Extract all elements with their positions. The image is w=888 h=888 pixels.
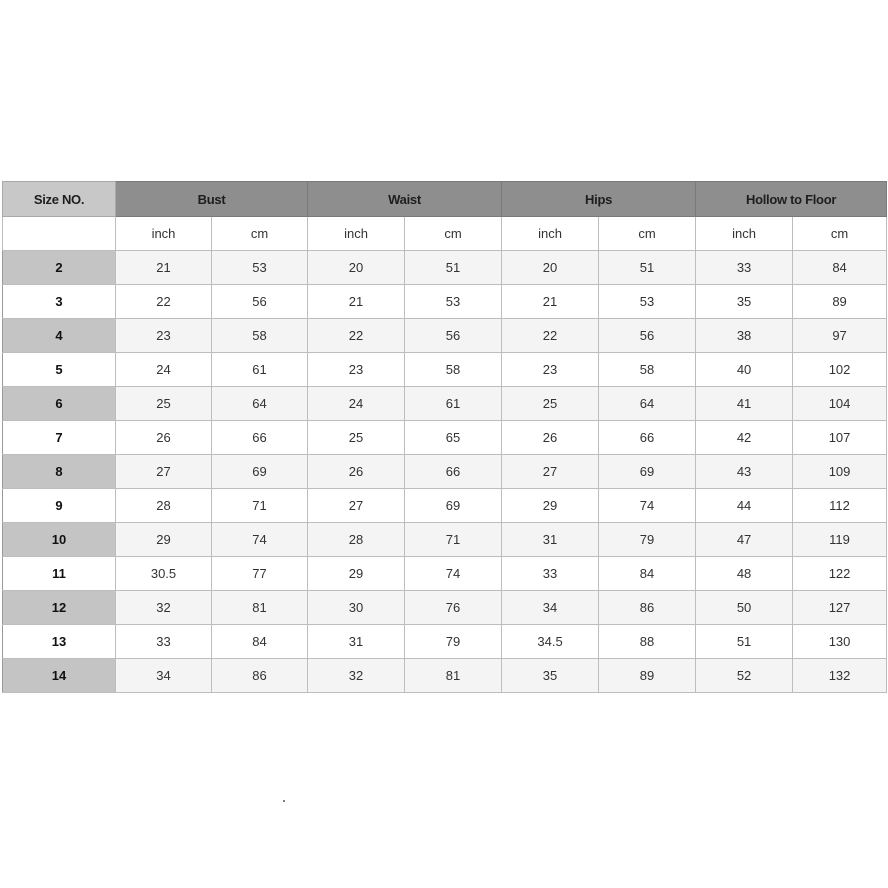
hollow-to-floor-header: Hollow to Floor <box>696 182 887 217</box>
table-row <box>3 353 887 387</box>
htf-cm-cell: 97 <box>793 319 887 353</box>
waist-cm-cell: 58 <box>405 353 502 387</box>
hips-inch-cell: 29 <box>502 489 599 523</box>
bust-cm-cell: 71 <box>212 489 308 523</box>
hips-inch-cell: 22 <box>502 319 599 353</box>
htf-cm-cell: 84 <box>793 251 887 285</box>
table-row <box>3 659 887 693</box>
size-column-header: Size NO. <box>3 182 116 217</box>
waist-inch-unit: inch <box>308 217 405 251</box>
size-cell: 5 <box>3 353 116 387</box>
table-row <box>3 523 887 557</box>
htf-cm-cell: 119 <box>793 523 887 557</box>
htf-cm-cell: 122 <box>793 557 887 591</box>
size-cell: 14 <box>3 659 116 693</box>
bust-cm-cell: 69 <box>212 455 308 489</box>
size-cell: 4 <box>3 319 116 353</box>
hips-cm-cell: 79 <box>599 523 696 557</box>
hips-cm-cell: 89 <box>599 659 696 693</box>
table-row <box>3 557 887 591</box>
hips-cm-cell: 69 <box>599 455 696 489</box>
hips-cm-cell: 51 <box>599 251 696 285</box>
table-row <box>3 251 887 285</box>
hips-inch-cell: 34 <box>502 591 599 625</box>
hips-cm-cell: 66 <box>599 421 696 455</box>
hips-inch-cell: 25 <box>502 387 599 421</box>
htf-cm-cell: 127 <box>793 591 887 625</box>
table-row <box>3 387 887 421</box>
group-header-row <box>3 182 887 217</box>
htf-inch-cell: 47 <box>696 523 793 557</box>
waist-cm-cell: 65 <box>405 421 502 455</box>
waist-inch-cell: 28 <box>308 523 405 557</box>
bust-inch-cell: 30.5 <box>116 557 212 591</box>
bust-header: Bust <box>116 182 308 217</box>
bust-cm-cell: 53 <box>212 251 308 285</box>
table-row <box>3 285 887 319</box>
bust-inch-cell: 33 <box>116 625 212 659</box>
waist-inch-cell: 20 <box>308 251 405 285</box>
hips-header: Hips <box>502 182 696 217</box>
bust-inch-cell: 32 <box>116 591 212 625</box>
htf-cm-cell: 107 <box>793 421 887 455</box>
waist-inch-cell: 22 <box>308 319 405 353</box>
hips-cm-cell: 86 <box>599 591 696 625</box>
waist-cm-cell: 79 <box>405 625 502 659</box>
waist-inch-cell: 25 <box>308 421 405 455</box>
htf-inch-cell: 33 <box>696 251 793 285</box>
hips-cm-cell: 53 <box>599 285 696 319</box>
waist-cm-cell: 69 <box>405 489 502 523</box>
htf-inch-unit: inch <box>696 217 793 251</box>
htf-inch-cell: 35 <box>696 285 793 319</box>
bust-cm-cell: 64 <box>212 387 308 421</box>
bust-inch-cell: 22 <box>116 285 212 319</box>
hips-inch-cell: 23 <box>502 353 599 387</box>
waist-cm-cell: 81 <box>405 659 502 693</box>
stray-dot <box>283 800 285 802</box>
htf-cm-cell: 112 <box>793 489 887 523</box>
waist-inch-cell: 27 <box>308 489 405 523</box>
hips-inch-cell: 20 <box>502 251 599 285</box>
htf-cm-cell: 89 <box>793 285 887 319</box>
hips-inch-cell: 26 <box>502 421 599 455</box>
bust-cm-cell: 77 <box>212 557 308 591</box>
bust-cm-cell: 81 <box>212 591 308 625</box>
waist-inch-cell: 30 <box>308 591 405 625</box>
size-cell: 2 <box>3 251 116 285</box>
table-row <box>3 625 887 659</box>
htf-inch-cell: 40 <box>696 353 793 387</box>
table-row <box>3 591 887 625</box>
bust-inch-unit: inch <box>116 217 212 251</box>
htf-inch-cell: 52 <box>696 659 793 693</box>
size-cell: 9 <box>3 489 116 523</box>
htf-inch-cell: 38 <box>696 319 793 353</box>
size-cell: 10 <box>3 523 116 557</box>
htf-inch-cell: 50 <box>696 591 793 625</box>
hips-inch-cell: 31 <box>502 523 599 557</box>
size-cell: 3 <box>3 285 116 319</box>
hips-inch-cell: 21 <box>502 285 599 319</box>
waist-cm-cell: 53 <box>405 285 502 319</box>
waist-inch-cell: 21 <box>308 285 405 319</box>
hips-inch-cell: 33 <box>502 557 599 591</box>
unit-header-blank <box>3 217 116 251</box>
bust-inch-cell: 21 <box>116 251 212 285</box>
size-cell: 8 <box>3 455 116 489</box>
hips-cm-cell: 58 <box>599 353 696 387</box>
waist-cm-cell: 76 <box>405 591 502 625</box>
htf-cm-cell: 102 <box>793 353 887 387</box>
bust-inch-cell: 25 <box>116 387 212 421</box>
htf-cm-cell: 104 <box>793 387 887 421</box>
bust-inch-cell: 29 <box>116 523 212 557</box>
hips-cm-cell: 64 <box>599 387 696 421</box>
waist-header: Waist <box>308 182 502 217</box>
size-cell: 7 <box>3 421 116 455</box>
bust-inch-cell: 34 <box>116 659 212 693</box>
size-chart-table <box>2 181 887 693</box>
bust-inch-cell: 23 <box>116 319 212 353</box>
htf-cm-cell: 130 <box>793 625 887 659</box>
htf-inch-cell: 48 <box>696 557 793 591</box>
htf-inch-cell: 51 <box>696 625 793 659</box>
waist-cm-cell: 56 <box>405 319 502 353</box>
bust-cm-unit: cm <box>212 217 308 251</box>
waist-cm-cell: 66 <box>405 455 502 489</box>
bust-cm-cell: 58 <box>212 319 308 353</box>
bust-inch-cell: 26 <box>116 421 212 455</box>
bust-inch-cell: 27 <box>116 455 212 489</box>
hips-cm-cell: 84 <box>599 557 696 591</box>
hips-inch-cell: 27 <box>502 455 599 489</box>
hips-cm-cell: 88 <box>599 625 696 659</box>
htf-inch-cell: 41 <box>696 387 793 421</box>
size-cell: 6 <box>3 387 116 421</box>
bust-inch-cell: 28 <box>116 489 212 523</box>
htf-inch-cell: 42 <box>696 421 793 455</box>
bust-cm-cell: 74 <box>212 523 308 557</box>
waist-inch-cell: 23 <box>308 353 405 387</box>
hips-cm-cell: 56 <box>599 319 696 353</box>
htf-inch-cell: 44 <box>696 489 793 523</box>
table-row <box>3 455 887 489</box>
bust-cm-cell: 66 <box>212 421 308 455</box>
table-row <box>3 489 887 523</box>
hips-cm-unit: cm <box>599 217 696 251</box>
bust-cm-cell: 84 <box>212 625 308 659</box>
waist-inch-cell: 29 <box>308 557 405 591</box>
waist-cm-cell: 74 <box>405 557 502 591</box>
htf-cm-cell: 109 <box>793 455 887 489</box>
unit-header-row <box>3 217 887 251</box>
bust-cm-cell: 86 <box>212 659 308 693</box>
htf-inch-cell: 43 <box>696 455 793 489</box>
bust-cm-cell: 61 <box>212 353 308 387</box>
waist-inch-cell: 26 <box>308 455 405 489</box>
waist-cm-unit: cm <box>405 217 502 251</box>
bust-inch-cell: 24 <box>116 353 212 387</box>
waist-inch-cell: 31 <box>308 625 405 659</box>
htf-cm-cell: 132 <box>793 659 887 693</box>
htf-cm-unit: cm <box>793 217 887 251</box>
hips-inch-cell: 34.5 <box>502 625 599 659</box>
waist-inch-cell: 24 <box>308 387 405 421</box>
waist-inch-cell: 32 <box>308 659 405 693</box>
table-row <box>3 319 887 353</box>
waist-cm-cell: 71 <box>405 523 502 557</box>
waist-cm-cell: 51 <box>405 251 502 285</box>
hips-inch-cell: 35 <box>502 659 599 693</box>
hips-cm-cell: 74 <box>599 489 696 523</box>
hips-inch-unit: inch <box>502 217 599 251</box>
size-cell: 13 <box>3 625 116 659</box>
table-row <box>3 421 887 455</box>
size-cell: 11 <box>3 557 116 591</box>
waist-cm-cell: 61 <box>405 387 502 421</box>
bust-cm-cell: 56 <box>212 285 308 319</box>
size-cell: 12 <box>3 591 116 625</box>
